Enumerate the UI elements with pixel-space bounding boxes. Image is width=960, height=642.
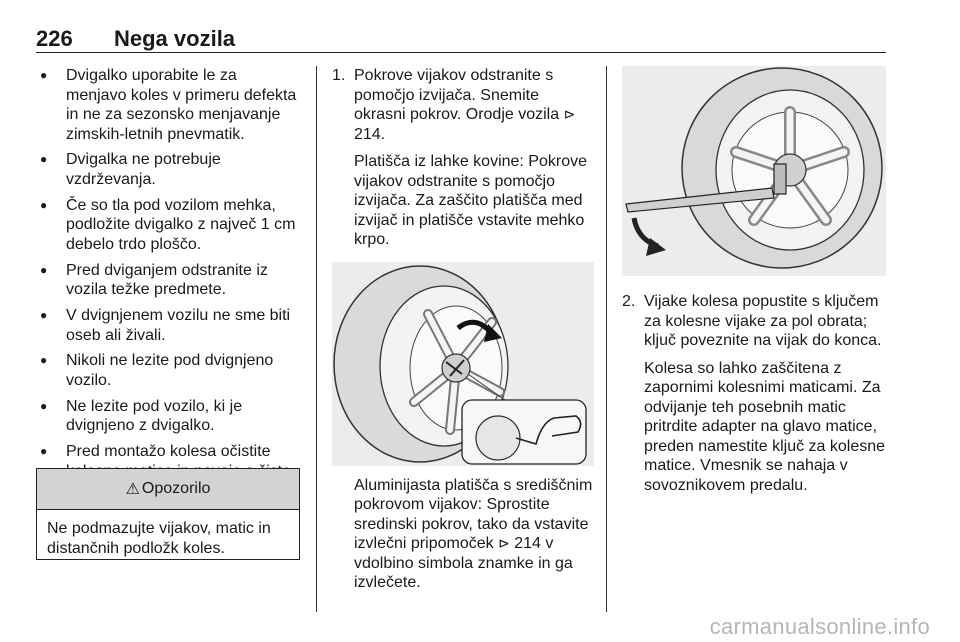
safety-bullet-list: [36, 66, 300, 501]
column-divider-right: [606, 66, 607, 612]
step-1: [332, 66, 594, 250]
alloy-rim-note: Platišča iz lahke kovine: Pokrove vijakov odstranite s pomočjo izvijača. Za zaščito platišča med izvijač in platišče vstavite mehko krpo.: [354, 153, 587, 248]
list-item: ● Pred montažo kolesa očistite: [36, 442, 300, 501]
list-item: ● V dvignjenem vozilu ne sme biti oseb ali živali.: [36, 306, 300, 345]
step-1-text: Pokrove vijakov odstranite s pomočjo izvijača. Snemite okrasni pokrov. Orodje vozila ⊳ 214.: [354, 67, 576, 143]
list-item: ● Dvigalka ne potrebuje vzdrževanja.: [36, 150, 300, 189]
page-reference-icon: ⊳: [498, 535, 510, 551]
locking-nut-note: Kolesa so lahko zaščitena z zapornimi kolesnimi maticami. Za odvijanje teh posebnih matic pritrdite adapter na glavo matice, preden namestite ključ za kolesne matice. Vmesnik se nahaja v sovoznikovem predalu.: [644, 359, 886, 494]
column-1: [36, 66, 300, 507]
watermark: carmanualsonline.info: [709, 614, 930, 639]
wheel-wrench-illustration: [622, 66, 886, 276]
page-reference-icon: ⊳: [563, 106, 576, 122]
page-header: [36, 26, 886, 53]
warning-box: [36, 468, 300, 560]
warning-title: Opozorilo: [141, 480, 211, 497]
wheel-cover-removal-illustration: [332, 262, 594, 466]
step-2: [622, 292, 886, 495]
list-item: ● Nikoli ne lezite pod dvignjeno vozilo.: [36, 351, 300, 390]
warning-triangle-icon: ⚠: [125, 481, 140, 498]
warning-text: Ne podmazujte vijakov, matic in distančnih podložk koles.: [47, 520, 271, 557]
column-divider-left: [316, 66, 317, 612]
page-number: 226: [36, 26, 73, 51]
step-2-text: Vijake kolesa popustite s ključem za kolesne vijake za pol obrata; ključ poveznite na vijak do konca.: [644, 293, 882, 349]
step-number: 1.: [332, 67, 346, 84]
column-3: [622, 66, 886, 495]
list-item: ● Dvigalko uporabite le za menjavo koles v primeru defekta in ne za sezonsko menjavanje zimskih-letnih pnevmatik.: [36, 66, 300, 144]
column-2: [332, 66, 594, 593]
list-item: ● Ne lezite pod vozilo, ki je dvignjeno z dvigalko.: [36, 397, 300, 436]
list-item: ● Če so tla pod vozilom mehka, podložite dvigalko z največ 1 cm debelo trdo ploščo.: [36, 196, 300, 255]
warning-header: [37, 469, 299, 510]
center-cap-instructions: Aluminijasta platišča s središčnim pokrovom vijakov: Sprostite sredinski pokrov, tako da vstavite izvlečni pripomoček ⊳ 214 v vdolbino simbola znamke in ga izvlečete.: [354, 476, 593, 591]
list-item: ● Pred dviganjem odstranite iz vozila težke predmete.: [36, 261, 300, 300]
step-number: 2.: [622, 293, 636, 310]
page-title: Nega vozila: [114, 26, 236, 51]
